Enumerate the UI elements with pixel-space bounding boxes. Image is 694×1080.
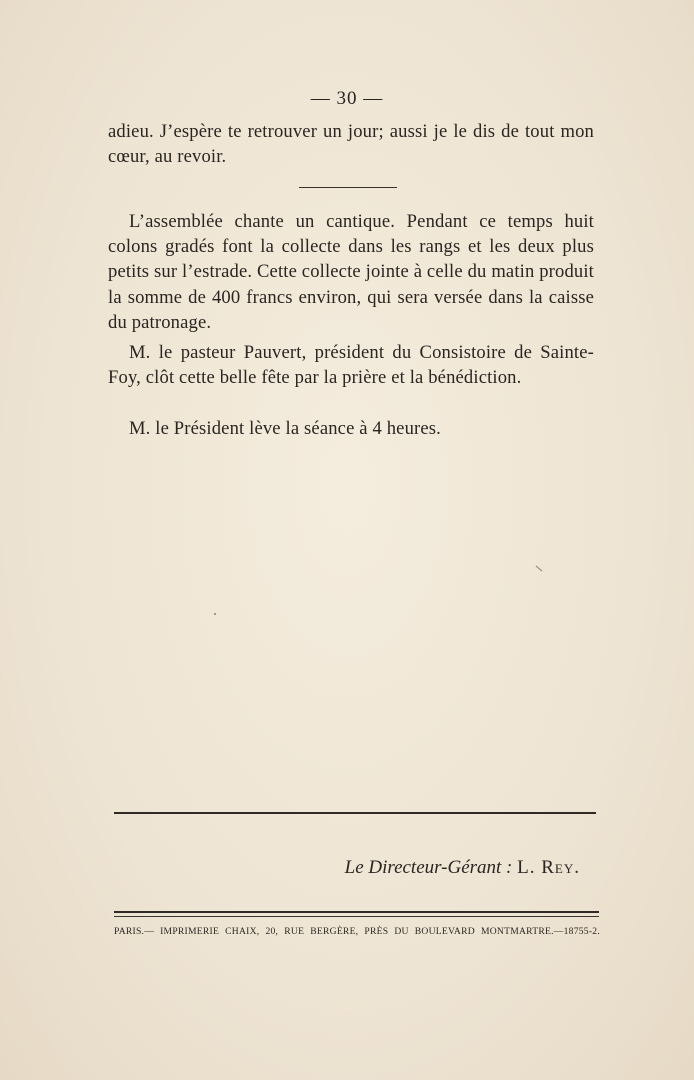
paper-mark: [536, 566, 543, 572]
signature-title: Le Directeur-Gérant :: [344, 857, 513, 878]
paragraph-text: adieu. J’espère te retrouver un jour; aussi je le dis de tout mon cœur, au revoir.: [108, 121, 594, 168]
paragraph-text: M. le pasteur Pauvert, président du Consistoire de Sainte-Foy, clôt cette belle fête par la prière et la bénédiction.: [108, 342, 594, 389]
imprint-rule-thin: [114, 916, 599, 917]
signature-name: L. Rey.: [517, 857, 580, 878]
paragraph-text: L’assemblée chante un cantique. Pendant ce temps huit colons gradés font la collecte dans les rangs et les deux plus petits sur l’estrade. Cette collecte jointe à celle du matin produit la somme de 400 francs environ, qui sera versée dans la caisse du patronage.: [108, 211, 594, 333]
paragraph-benediction: [108, 340, 594, 390]
signature-block: [200, 857, 580, 879]
printer-imprint: PARIS.— IMPRIMERIE CHAIX, 20, RUE BERGÈRE, PRÈS DU BOULEVARD MONTMARTRE.—18755-2.: [114, 926, 600, 937]
section-separator: [299, 187, 397, 188]
page-number: — 30 —: [310, 88, 384, 109]
paragraph-collection: [108, 209, 594, 335]
imprint-rule-thick: [114, 911, 599, 913]
paragraph-text: M. le Président lève la séance à 4 heures.: [129, 418, 441, 439]
signature-rule: [114, 812, 596, 814]
paragraph-closing-farewell: [108, 119, 594, 169]
paper-mark: [214, 613, 216, 615]
paragraph-adjournment: [108, 416, 594, 441]
